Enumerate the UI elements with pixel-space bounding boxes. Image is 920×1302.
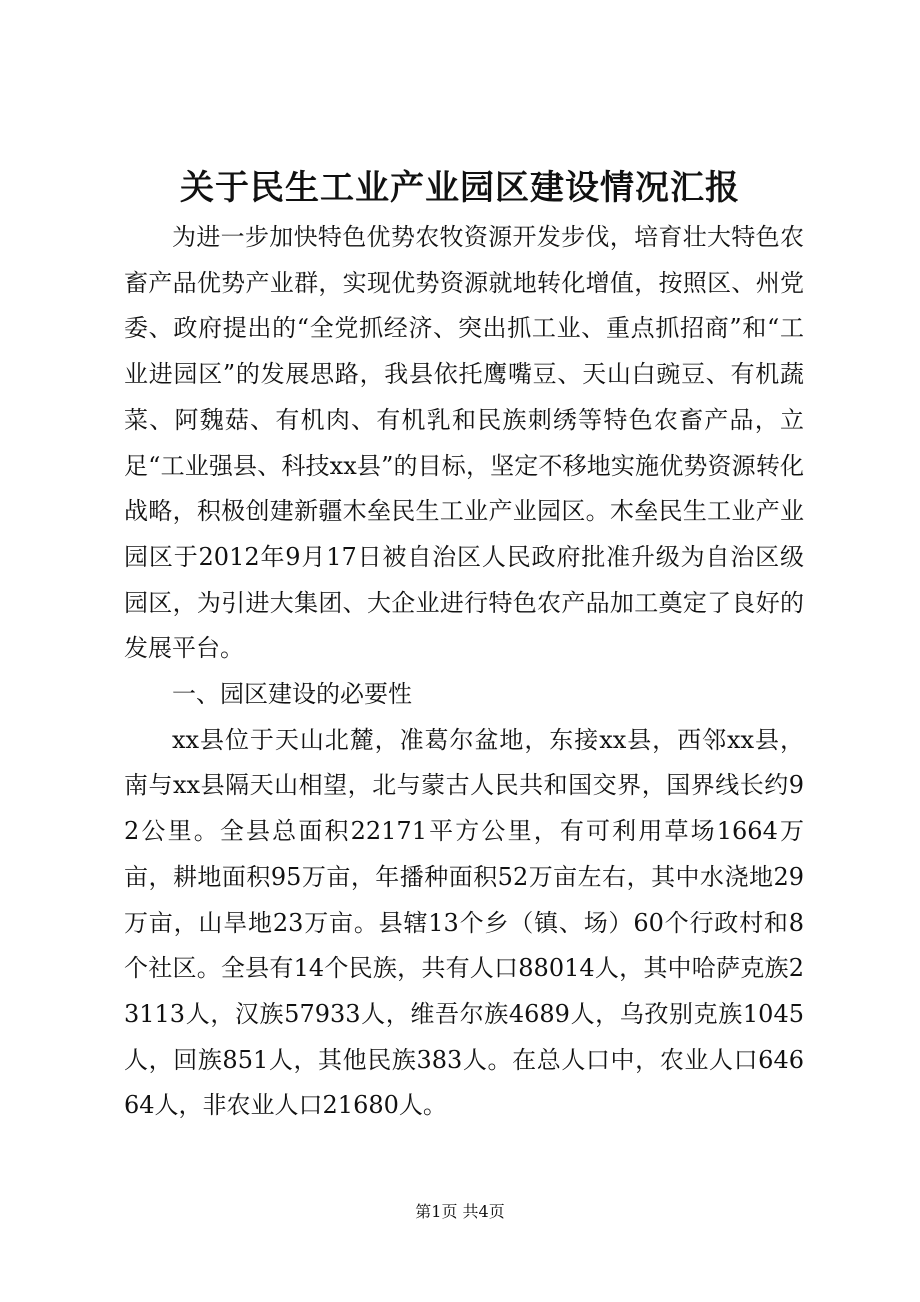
section-heading: 一、园区建设的必要性 <box>172 680 412 709</box>
page-number-footer: 第1页 共4页 <box>415 1202 505 1221</box>
document-title: 关于民生工业产业园区建设情况汇报 <box>180 168 740 208</box>
intro-paragraph: 为进一步加快特色优势农牧资源开发步伐，培育壮大特色农畜产品优势产业群，实现优势资源就地转化增值，按照区、州党委、政府提出的“全党抓经济、突出抓工业、重点抓招商”和“工业进园区”的发展思路，我县依托鹰嘴豆、天山白豌豆、有机蔬菜、阿魏菇、有机肉、有机乳和民族刺绣等特色农畜产品，立足“工业强县、科技xx县”的目标，坚定不移地实施优势资源转化战略，积极创建新疆木垒民生工业产业园区。木垒民生工业产业园区于2012年9月17日被自治区人民政府批准升级为自治区级园区，为引进大集团、大企业进行特色农产品加工奠定了良好的发展平台。 <box>124 223 804 663</box>
document-body <box>124 215 804 1129</box>
section-paragraph: xx县位于天山北麓，准葛尔盆地，东接xx县，西邻xx县，南与xx县隔天山相望，北与蒙古人民共和国交界，国界线长约92公里。全县总面积22171平方公里，有可利用草场1664万亩，耕地面积95万亩，年播种面积52万亩左右，其中水浇地29万亩，山旱地23万亩。县辖13个乡（镇、场）60个行政村和8个社区。全县有14个民族，共有人口88014人，其中哈萨克族23113人，汉族57933人，维吾尔族4689人，乌孜别克族1045人，回族851人，其他民族383人。在总人口中，农业人口64664人，非农业人口21680人。 <box>124 725 804 1120</box>
